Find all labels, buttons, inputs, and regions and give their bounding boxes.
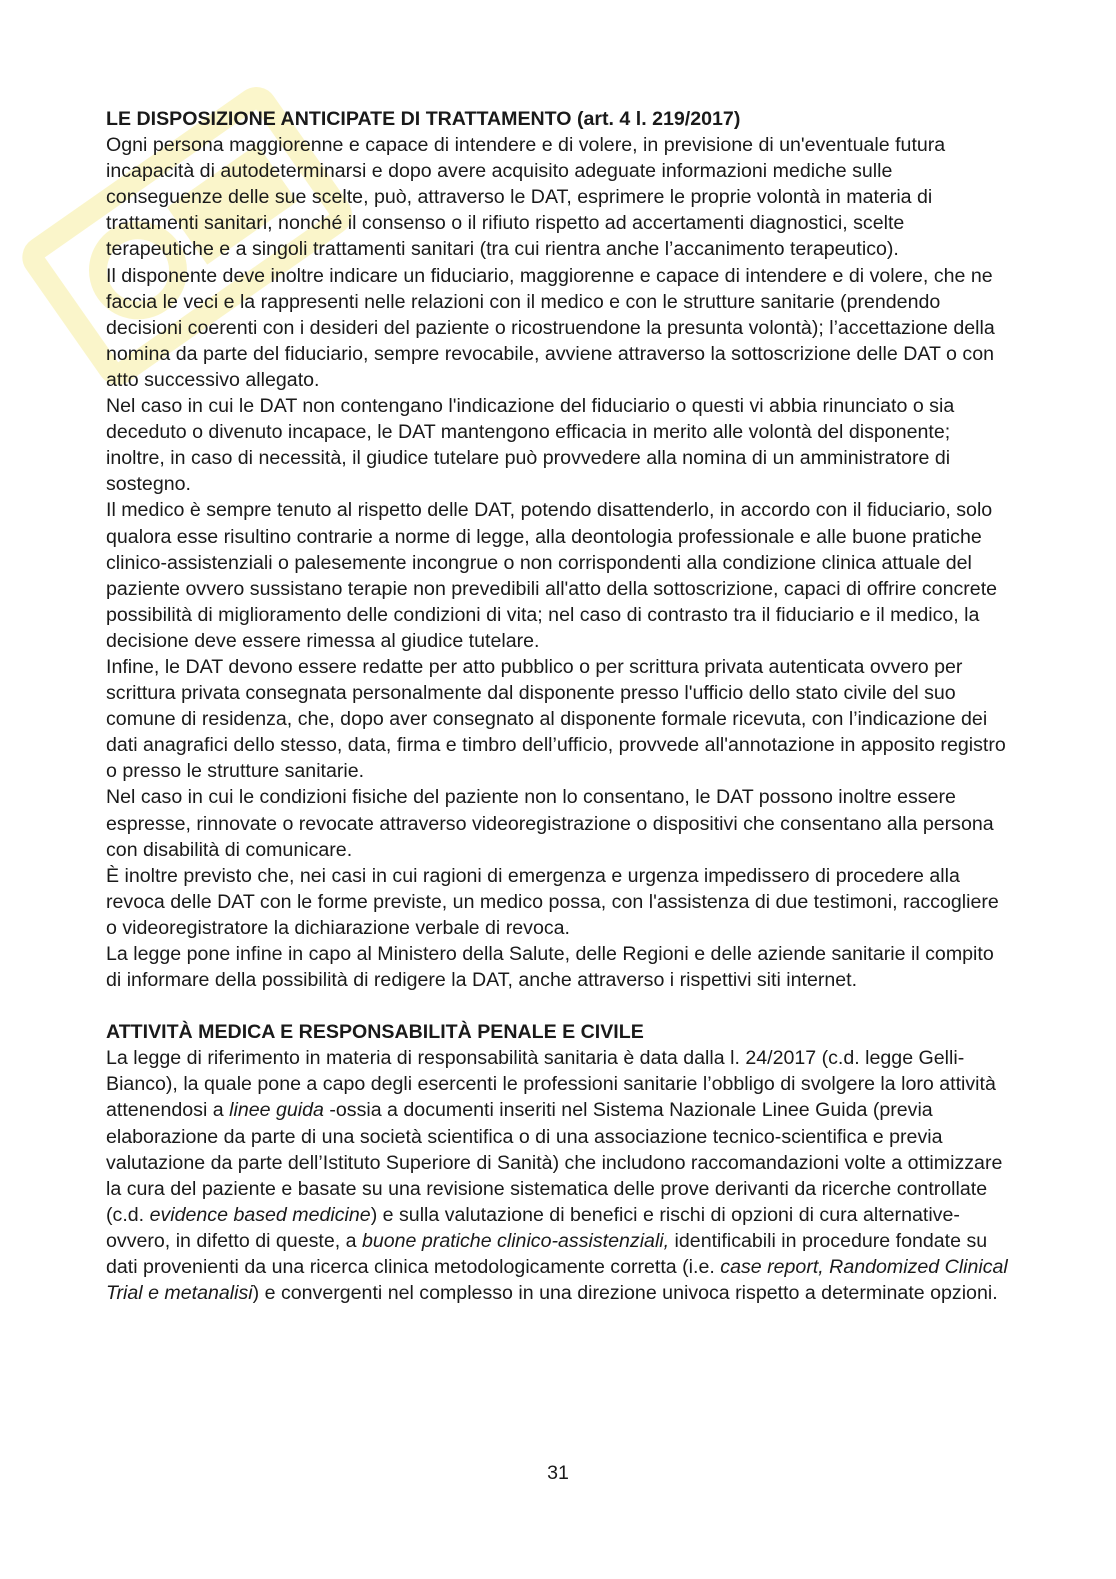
paragraph: Il medico è sempre tenuto al rispetto delle DAT, potendo disattenderlo, in accordo con il fiduciario, solo qualora esse risultino contrarie a norme di legge, alla deontologia professionale e alle buone pratiche clinico-assistenziali o palesemente incongrue o non corrispondenti alla condizione clinica attuale del paziente ovvero sussistano terapie non prevedibili all'atto della sottoscrizione, capaci di offrire concrete possibilità di miglioramento delle condizioni di vita; nel caso di contrasto tra il fiduciario e il medico, la decisione deve essere rimessa al giudice tutelare. xyxy=(106,499,998,652)
paragraph: Ogni persona maggiorenne e capace di intendere e di volere, in previsione di un'eventuale futura incapacità di autodeterminarsi e dopo avere acquisito adeguate informazioni mediche sulle conseguenze delle sue scelte, può, attraverso le DAT, esprimere le proprie volontà in materia di trattamenti sanitari, nonché il consenso o il rifiuto rispetto ad accertamenti diagnostici, scelte terapeutiche e a singoli trattamenti sanitari (tra cui rientra anche l’accanimento terapeutico). xyxy=(106,134,946,261)
paragraph: Nel caso in cui le condizioni fisiche del paziente non lo consentano, le DAT possono inoltre essere espresse, rinnovate o revocate attraverso videoregistrazione o dispositivi che consentano alla persona con disabilità di comunicare. xyxy=(106,786,994,861)
paragraph: Nel caso in cui le DAT non contengano l'indicazione del fiduciario o questi vi abbia rinunciato o sia deceduto o divenuto incapace, le DAT mantengono efficacia in merito alle volontà del disponente; inoltre, in caso di necessità, il giudice tutelare può provvedere alla nomina di un amministratore di sostegno. xyxy=(106,395,955,496)
text-run: La legge di riferimento in materia di responsabilità sanitaria è data dalla l. 24/2017 (c.d. legge Gelli-Bianco), la quale pone a capo degli esercenti le professioni sanitarie l’obbligo di svolgere la loro attività attenendosi a xyxy=(106,1047,996,1122)
italic-evidence-based-medicine: evidence based medicine xyxy=(149,1203,371,1226)
paragraph: Il disponente deve inoltre indicare un fiduciario, maggiorenne e capace di intendere e di volere, che ne faccia le veci e la rappresenti nelle relazioni con il medico e con le strutture sanitarie (prendendo decisioni coerenti con i desideri del paziente o ricostruendone la presunta volontà); l’accettazione della nomina da parte del fiduciario, sempre revocabile, avviene attraverso la sottoscrizione delle DAT o con atto successivo allegato. xyxy=(106,264,995,391)
section-title-responsabilita: ATTIVITÀ MEDICA E RESPONSABILITÀ PENALE E CIVILE xyxy=(106,1021,644,1044)
italic-linee-guida: linee guida xyxy=(229,1099,324,1122)
document-page xyxy=(106,106,1011,1306)
text-run: ) e convergenti nel complesso in una direzione univoca rispetto a determinate opzioni. xyxy=(252,1282,998,1305)
paragraph: Infine, le DAT devono essere redatte per atto pubblico o per scrittura privata autenticata ovvero per scrittura privata consegnata personalmente dal disponente presso l'ufficio dello stato civile del suo comune di residenza, che, dopo aver consegnato al disponente formale ricevuta, con l’indicazione dei dati anagrafici dello stesso, data, firma e timbro dell’ufficio, provvede all'annotazione in apposito registro o presso le strutture sanitarie. xyxy=(106,655,1006,783)
text-run: ) e sulla valutazione di benefici e rischi di opzioni di cura alternative- ovvero, in difetto di queste, a xyxy=(106,1203,960,1252)
paragraph: La legge pone infine in capo al Ministero della Salute, delle Regioni e delle aziende sanitarie il compito di informare della possibilità di redigere la DAT, anche attraverso i rispettivi siti internet. xyxy=(106,943,994,992)
paragraph: È inoltre previsto che, nei casi in cui ragioni di emergenza e urgenza impedissero di procedere alla revoca delle DAT con le forme previste, un medico possa, con l'assistenza di due testimoni, raccogliere o videoregistratore la dichiarazione verbale di revoca. xyxy=(106,864,999,939)
text-run: -ossia a documenti inseriti nel Sistema Nazionale Linee Guida (previa elaborazione da parte di una società scientifica o di una associazione tecnico-scientifica e previa valutazione da parte dell’Istituto Superiore di Sanità) che includono raccomandazioni volte a ottimizzare la cura del paziente e basate su una revisione sistematica delle prove derivanti da ricerche controllate (c.d. xyxy=(106,1099,1003,1226)
text-run: identificabili in procedure fondate su dati provenienti da una ricerca clinica metodologicamente corretta (i.e. xyxy=(106,1229,988,1279)
italic-study-types: case report, Randomized Clinical Trial e metanalisi xyxy=(106,1256,1008,1305)
page-number: 31 xyxy=(547,1462,569,1484)
section-spacer xyxy=(106,993,1011,1019)
paragraph-responsabilita xyxy=(106,1045,1011,1306)
italic-buone-pratiche: buone pratiche clinico-assistenziali, xyxy=(361,1229,670,1252)
section-title-dat: LE DISPOSIZIONE ANTICIPATE DI TRATTAMENTO (art. 4 l. 219/2017) xyxy=(106,108,741,130)
